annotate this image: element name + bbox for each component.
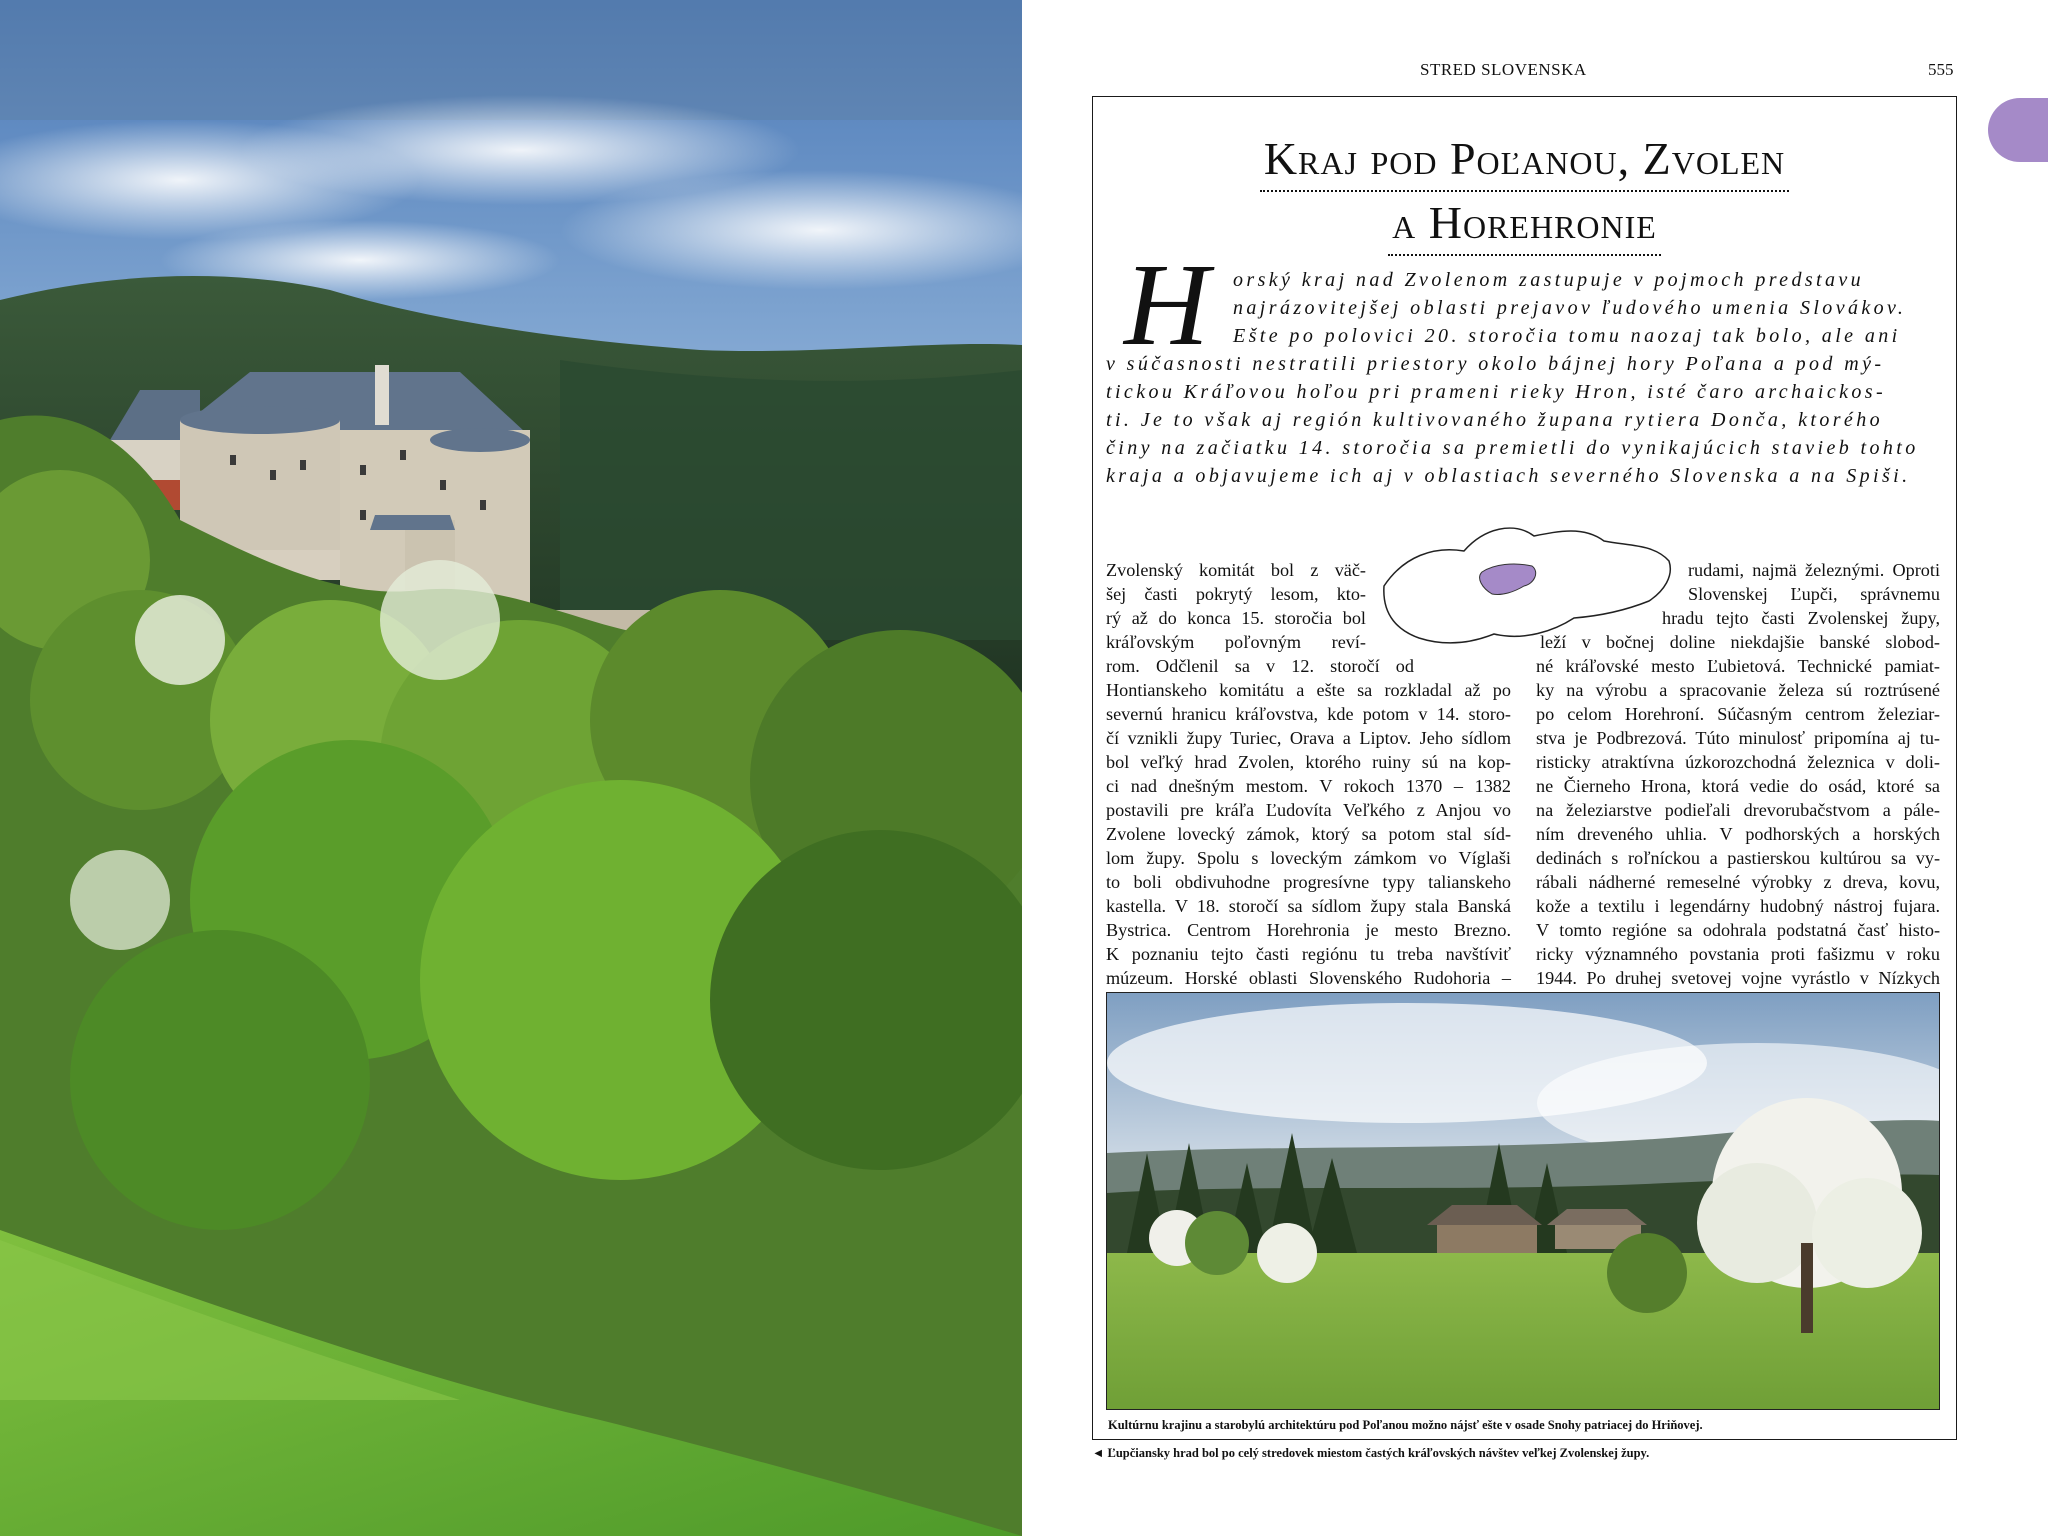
page-number: 555 xyxy=(1928,60,1954,79)
body-line: rý až do konca 15. storočia bol xyxy=(1106,608,1366,628)
body-line: ricky významného povstania proti fašizmu v roku xyxy=(1536,944,1940,964)
body-line: ky na výrobu a spracovanie železa sú roztrúsené xyxy=(1536,680,1940,700)
body-line: né kráľovské mesto Ľubietová. Technické pamiat- xyxy=(1536,656,1940,676)
castle-photo-caption xyxy=(1092,1446,1649,1461)
body-line: múzeum. Horské oblasti Slovenského Rudohoria – xyxy=(1106,968,1511,988)
body-line: dedinách s roľníckou a pastierskou kultúrou sa vy- xyxy=(1536,848,1940,868)
intro-line: kraja a objavujeme ich aj v oblastiach severného Slovenska a na Spiši. xyxy=(1106,465,1911,487)
body-line: V tomto regióne sa odohrala podstatná časť histo- xyxy=(1536,920,1940,940)
body-line: to boli obdivuhodne progresívne typy talianskeho xyxy=(1106,872,1511,892)
body-line: čí vznikli župy Turiec, Orava a Liptov. Jeho sídlom xyxy=(1106,728,1511,748)
section-thumb-tab xyxy=(1988,98,2048,162)
intro-line: najrázovitejšej oblasti prejavov ľudového umenia Slovákov. xyxy=(1233,297,1907,319)
body-line: leží v bočnej doline niekdajšie banské slobod- xyxy=(1540,632,1940,652)
drop-cap: H xyxy=(1124,239,1210,370)
body-line: hradu tejto časti Zvolenskej župy, xyxy=(1662,608,1940,628)
body-line: K poznaniu tejto časti regiónu tu treba navštíviť xyxy=(1106,944,1511,964)
body-line: kastella. V 18. storočí sa sídlom župy stala Banská xyxy=(1106,896,1511,916)
castle-caption-text: Ľupčiansky hrad bol po celý stredovek miestom častých kráľovských návštev veľkej Zvolenskej župy. xyxy=(1107,1446,1650,1460)
body-line: Hontianskeho komitátu a ešte sa rozkladal až po xyxy=(1106,680,1511,700)
body-line: kráľovským poľovným reví- xyxy=(1106,632,1366,652)
body-line: lom župy. Spolu s loveckým zámkom vo Víglaši xyxy=(1106,848,1511,868)
caption-pointer-icon: ◄ xyxy=(1092,1446,1105,1460)
body-line: severnú hranicu kráľovstva, kde potom v 14. storo- xyxy=(1106,704,1511,724)
intro-line: činy na začiatku 14. storočia sa premietli do vynikajúcich stavieb tohto xyxy=(1106,437,1919,459)
intro-line: Ešte po polovici 20. storočia tomu naozaj tak bolo, ale ani xyxy=(1233,325,1901,347)
chapter-title-line-1: Kraj pod Poľanou, Zvolen xyxy=(1260,128,1789,192)
chapter-title xyxy=(1092,128,1957,256)
intro-line: v súčasnosti nestratili priestory okolo bájnej hory Poľana a pod mý- xyxy=(1106,353,1885,375)
body-line: šej časti pokrytý lesom, kto- xyxy=(1106,584,1366,604)
body-line: ne Čierneho Hrona, ktorá vedie do osád, ktoré sa xyxy=(1536,776,1940,796)
body-line: rudami, najmä železnými. Oproti xyxy=(1688,560,1940,580)
body-line: Slovenskej Ľupči, správnemu xyxy=(1688,584,1940,604)
body-line: Zvolene lovecký zámok, ktorý sa potom stal síd- xyxy=(1106,824,1511,844)
body-line: kože a textilu i legendárny hudobný nástroj fujara. xyxy=(1536,896,1940,916)
intro-line: ti. Je to však aj región kultivovaného župana rytiera Donča, ktorého xyxy=(1106,409,1884,431)
body-line: rom. Odčlenil sa v 12. storočí od xyxy=(1106,656,1414,676)
body-line: stva je Podbrezová. Túto minulosť pripomína aj tu- xyxy=(1536,728,1940,748)
body-line: Zvolenský komitát bol z väč- xyxy=(1106,560,1366,580)
meadow-photo-caption: Kultúrnu krajinu a starobylú architektúru pod Poľanou možno nájsť ešte v osade Snohy patriacej do Hriňovej. xyxy=(1108,1418,1703,1432)
body-line: na železiarstve podieľali drevorubačstvom a pále- xyxy=(1536,800,1940,820)
body-line: postavili pre kráľa Ľudovíta Veľkého z Anjou vo xyxy=(1106,800,1511,820)
intro-line: orský kraj nad Zvolenom zastupuje v pojmoch predstavu xyxy=(1233,269,1865,291)
intro-line: tickou Kráľovou hoľou pri prameni rieky Hron, isté čaro archaickos- xyxy=(1106,381,1887,403)
body-line: bol veľký hrad Zvolen, ktorého ruiny sú na kop- xyxy=(1106,752,1511,772)
meadow-photo xyxy=(1106,992,1940,1410)
running-head: STRED SLOVENSKA xyxy=(1420,60,1587,79)
castle-photo xyxy=(0,0,1022,1536)
body-line: ním dreveného uhlia. V podhorských a horských xyxy=(1536,824,1940,844)
body-line: risticky atraktívna úzkorozchodná železnica v doli- xyxy=(1536,752,1940,772)
body-line: rábali nádherné remeselné výrobky z dreva, kovu, xyxy=(1536,872,1940,892)
body-line: ci nad dnešným mestom. V rokoch 1370 – 1382 xyxy=(1106,776,1511,796)
chapter-title-line-2: a Horehronie xyxy=(1388,192,1661,256)
body-line: po celom Horehroní. Súčasným centrom železiar- xyxy=(1536,704,1940,724)
body-line: 1944. Po druhej svetovej vojne vyrástlo v Nízkych xyxy=(1536,968,1940,988)
body-line: Bystrica. Centrom Horehronia je mesto Brezno. xyxy=(1106,920,1511,940)
